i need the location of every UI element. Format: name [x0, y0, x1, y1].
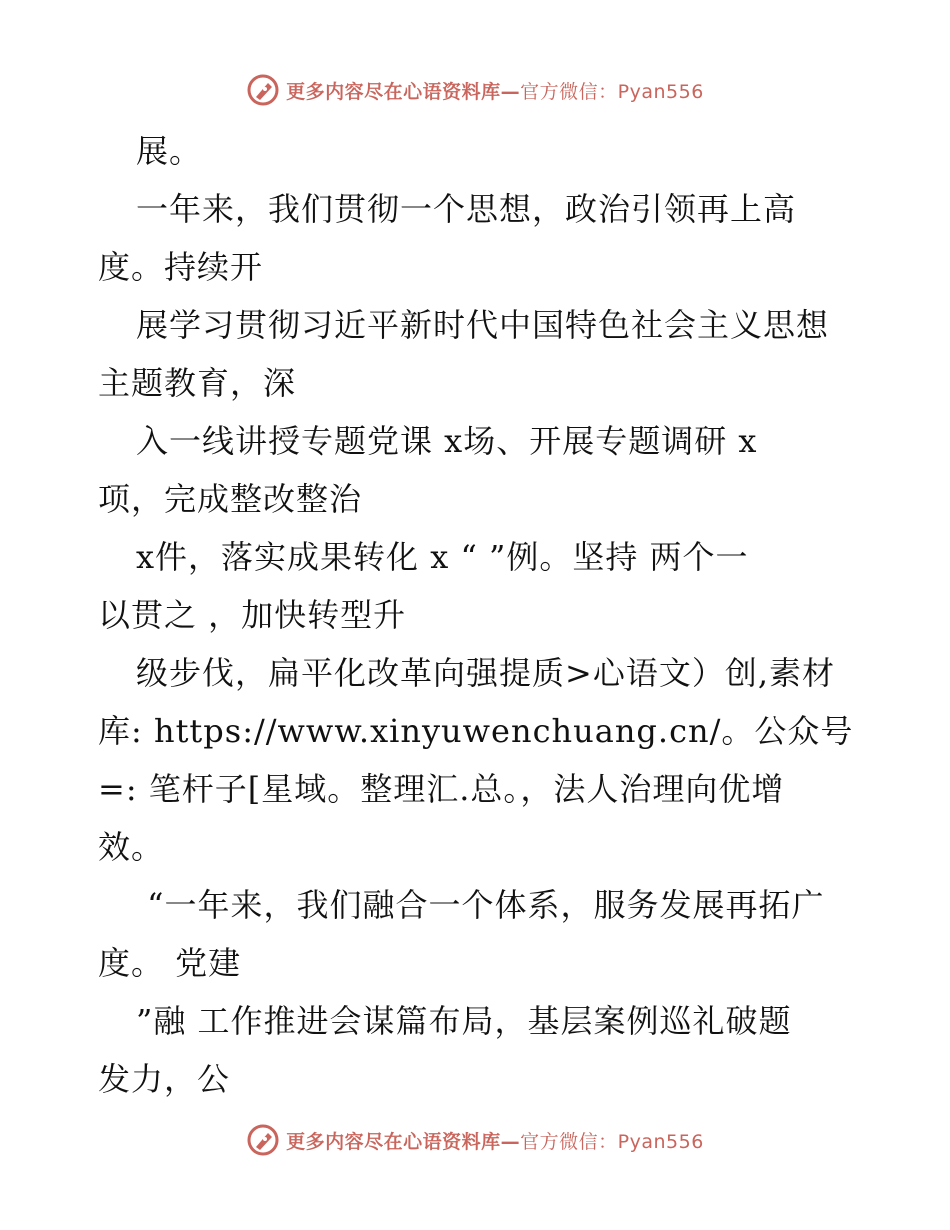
- document-line: 展。: [136, 132, 203, 170]
- pen-nib-circle-logo-icon: [246, 1123, 280, 1157]
- document-line: 项，完成整改整治: [98, 480, 363, 518]
- document-line: “一年来，我们融合一个体系，服务发展再拓广: [136, 886, 825, 924]
- document-line: 级步伐，扁平化改革向强提质>心语文）创,素材: [136, 654, 835, 692]
- document-line: 度。持续开: [98, 248, 264, 286]
- document-line: 展学习贯彻习近平新时代中国特色社会主义思想: [136, 306, 830, 344]
- footer-separator: —: [500, 1130, 521, 1153]
- document-line: ”融 工作推进会谋篇布局，基层案例巡礼破题: [136, 1002, 792, 1040]
- document-line: x件，落实成果转化 x “ ”例。坚持 两个一: [136, 538, 749, 576]
- header-site-text: 更多内容尽在心语资料库: [286, 80, 501, 103]
- document-line: 效。: [98, 828, 165, 866]
- document-line: 一年来，我们贯彻一个思想，政治引领再上高: [136, 190, 797, 228]
- footer-banner-text: [286, 1127, 704, 1154]
- header-banner-text: [286, 77, 704, 104]
- footer-banner: [0, 1120, 950, 1160]
- document-line: 库: https://www.xinyuwenchuang.cn/。公众号: [98, 712, 854, 750]
- footer-site-text: 更多内容尽在心语资料库: [286, 1130, 501, 1153]
- document-body: [98, 122, 858, 1108]
- document-line: 发力，公: [98, 1060, 231, 1098]
- pen-nib-circle-logo-icon: [246, 73, 280, 107]
- footer-wechat-text: 官方微信：Pyan556: [520, 1130, 704, 1153]
- header-wechat-text: 官方微信：Pyan556: [520, 80, 704, 103]
- document-line: 主题教育，深: [98, 364, 297, 402]
- document-line: 度。 党建: [98, 944, 242, 982]
- document-line: 以贯之 ，加快转型升: [98, 596, 407, 634]
- header-banner: [0, 70, 950, 110]
- header-separator: —: [500, 80, 521, 103]
- document-line: =: 笔杆子[星域。整理汇.总。，法人治理向优增: [98, 770, 785, 808]
- document-line: 入一线讲授专题党课 x场、开展专题调研 x: [136, 422, 758, 460]
